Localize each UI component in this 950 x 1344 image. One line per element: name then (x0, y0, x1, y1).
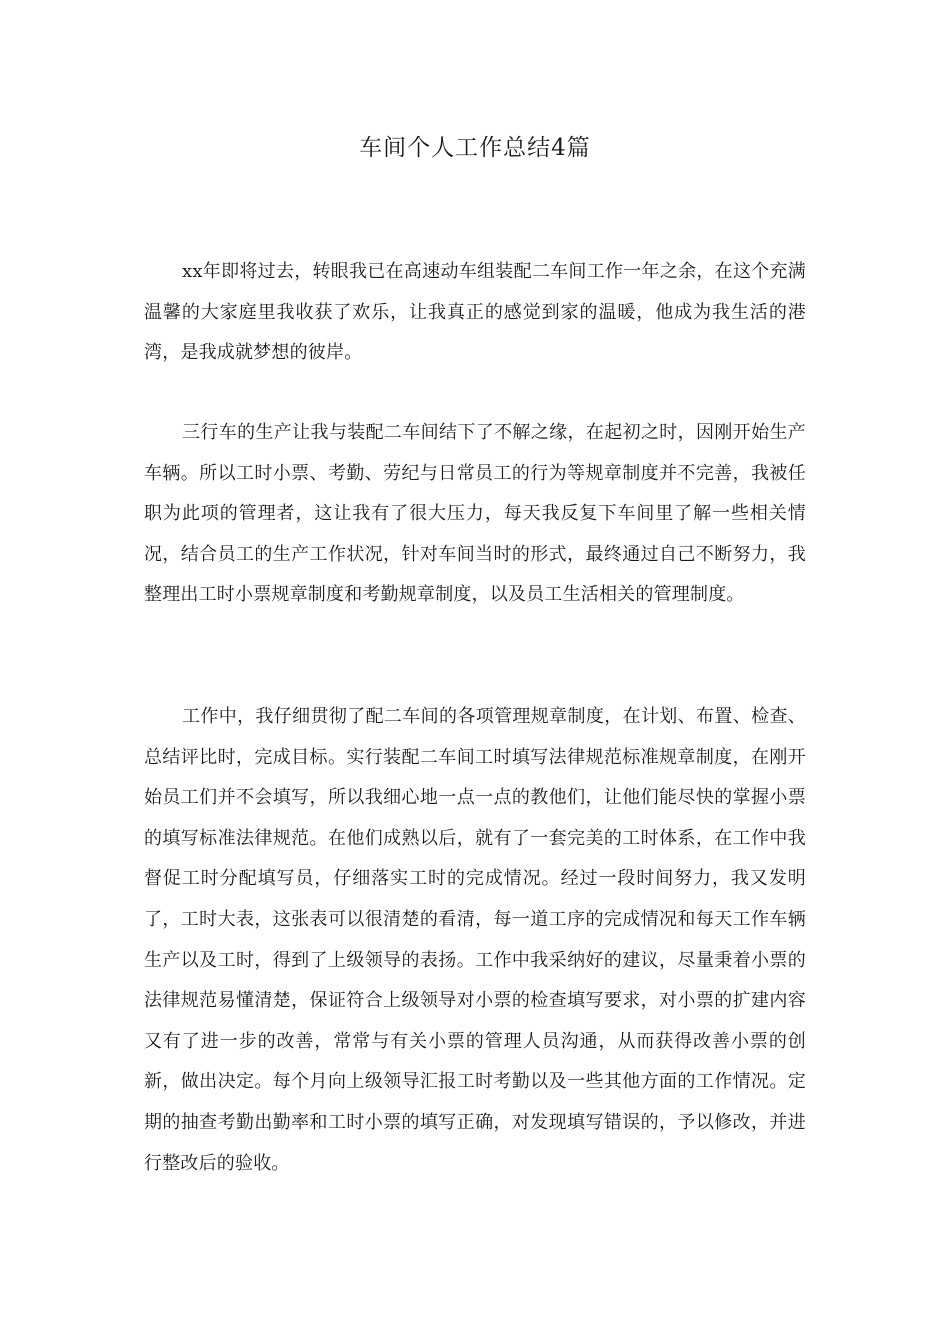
paragraph-2: 三行车的生产让我与装配二车间结下了不解之缘，在起初之时，因刚开始生产车辆。所以工时小票、考勤、劳纪与日常员工的行为等规章制度并不完善，我被任职为此项的管理者，这让我有了很大压力，每天我反复下车间里了解一些相关情况，结合员工的生产工作状况，针对车间当时的形式，最终通过自己不断努力，我整理出工时小票规章制度和考勤规章制度，以及员工生活相关的管理制度。 (144, 422, 806, 606)
document-title: 车间个人工作总结4篇 (359, 135, 591, 161)
paragraph-3: 工作中，我仔细贯彻了配二车间的各项管理规章制度，在计划、布置、检查、总结评比时，完成目标。实行装配二车间工时填写法律规范标准规章制度，在刚开始员工们并不会填写，所以我细心地一点一点的教他们，让他们能尽快的掌握小票的填写标准法律规范。在他们成熟以后，就有了一套完美的工时体系，在工作中我督促工时分配填写员，仔细落实工时的完成情况。经过一段时间努力，我又发明了，工时大表，这张表可以很清楚的看清，每一道工序的完成情况和每天工作车辆生产以及工时，得到了上级领导的表扬。工作中我采纳好的建议，尽量秉着小票的法律规范易懂清楚，保证符合上级领导对小票的检查填写要求，对小票的扩建内容又有了进一步的改善，常常与有关小票的管理人员沟通，从而获得改善小票的创新，做出决定。每个月向上级领导汇报工时考勤以及一些其他方面的工作情况。定期的抽查考勤出勤率和工时小票的填写正确，对发现填写错误的，予以修改，并进行整改后的验收。 (144, 706, 806, 1174)
paragraph-1: xx年即将过去，转眼我已在高速动车组装配二车间工作一年之余，在这个充满温馨的大家庭里我收获了欢乐，让我真正的感觉到家的温暖，他成为我生活的港湾，是我成就梦想的彼岸。 (144, 261, 806, 364)
